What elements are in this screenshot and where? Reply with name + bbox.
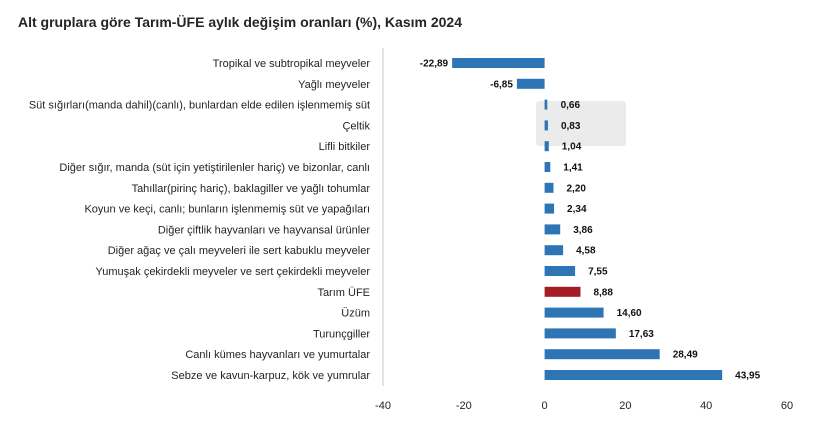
data-label: 2,34 (567, 204, 587, 216)
x-tick-label: -40 (375, 400, 391, 412)
bar[interactable] (545, 141, 549, 151)
data-label: 8,88 (593, 287, 613, 299)
bar[interactable] (452, 58, 544, 68)
bar[interactable] (545, 349, 660, 359)
data-label: -6,85 (490, 79, 513, 91)
data-label: 28,49 (672, 349, 698, 361)
chart-title: Alt gruplara göre Tarım-ÜFE aylık değişim oranları (%), Kasım 2024 (18, 14, 462, 30)
data-label: 3,86 (573, 224, 593, 236)
data-label: 1,04 (561, 141, 582, 153)
data-label: 14,60 (616, 308, 642, 320)
category-label: Canlı kümes hayvanları ve yumurtalar (185, 349, 370, 362)
category-label: Yağlı meyveler (298, 78, 370, 91)
category-label: Sebze ve kavun-karpuz, kök ve yumrular (171, 370, 370, 382)
data-label: 43,95 (735, 370, 761, 382)
data-label: 17,63 (628, 328, 654, 340)
data-label: 0,83 (560, 120, 581, 132)
bar[interactable] (545, 308, 604, 318)
bar[interactable] (545, 183, 554, 193)
category-label: Çeltik (342, 120, 370, 133)
category-label: Süt sığırları(manda dahil)(canlı), bunlardan elde edilen işlenmemiş süt (28, 99, 370, 112)
bar[interactable] (545, 162, 551, 172)
bar[interactable] (545, 287, 581, 297)
data-label: -22,89 (419, 58, 449, 70)
category-label: Diğer sığır, manda (süt için yetiştirilenler hariç) ve bizonlar, canlı (59, 162, 370, 174)
data-label: 0,66 (560, 100, 581, 112)
hover-tooltip (536, 101, 626, 146)
category-label: Tropikal ve subtropikal meyveler (212, 58, 370, 70)
x-tick-label: 0 (541, 400, 548, 412)
category-label: Diğer ağaç ve çalı meyveleri ile sert kabuklu meyveler (107, 245, 370, 258)
data-label: 7,55 (588, 266, 608, 278)
category-label: Üzüm (341, 307, 370, 320)
bar[interactable] (545, 224, 561, 234)
bar[interactable] (545, 100, 548, 110)
category-label: Lifli bitkiler (318, 141, 370, 154)
bar[interactable] (545, 370, 723, 380)
bar[interactable] (545, 204, 554, 214)
category-label: Yumuşak çekirdekli meyveler ve sert çekirdekli meyveler (95, 266, 370, 278)
category-label: Tarım ÜFE (317, 286, 370, 299)
data-label: 2,20 (566, 183, 586, 195)
category-label: Koyun ve keçi, canlı; bunların işlenmemiş süt ve yapağıları (84, 203, 370, 216)
bar[interactable] (517, 79, 545, 89)
x-tick-label: -20 (455, 400, 472, 412)
bar[interactable] (545, 245, 564, 255)
bar[interactable] (545, 120, 548, 130)
data-label: 4,58 (576, 245, 596, 257)
bar[interactable] (545, 328, 616, 338)
category-label: Turunçgiller (312, 328, 370, 341)
x-tick-label: 60 (780, 400, 794, 412)
category-label: Tahıllar(pirinç hariç), baklagiller ve yağlı tohumlar (131, 182, 370, 195)
x-tick-label: 20 (619, 400, 632, 412)
category-label: Diğer çiftlik hayvanları ve hayvansal ürünler (157, 224, 370, 237)
bar[interactable] (545, 266, 576, 276)
data-label: 1,41 (563, 162, 583, 174)
x-tick-label: 40 (700, 400, 713, 412)
